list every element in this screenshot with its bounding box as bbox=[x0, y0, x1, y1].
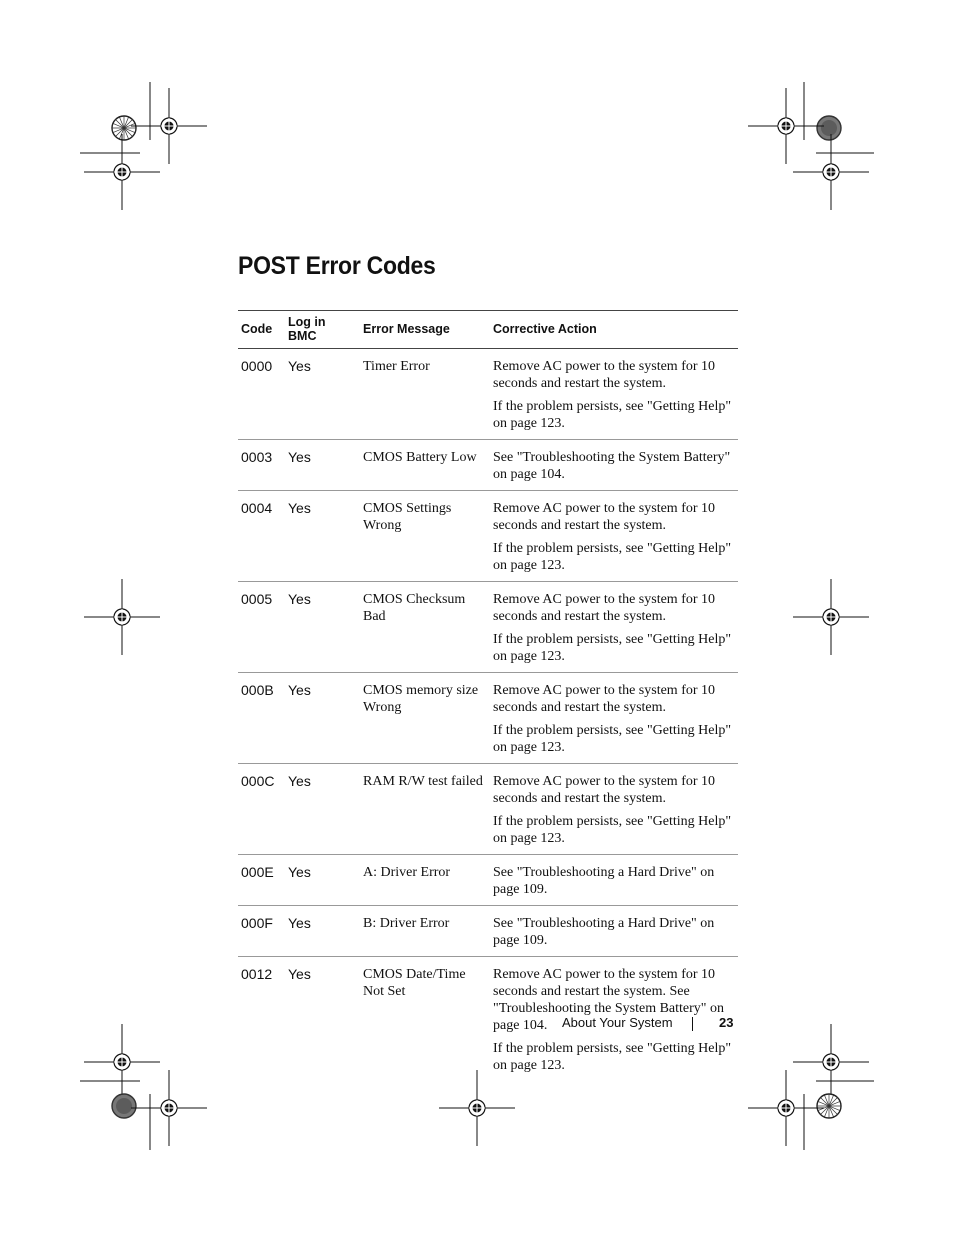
corrective-action-paragraph: See "Troubleshooting the System Battery" on page 104. bbox=[493, 450, 731, 482]
log-in-bmc-cell: Yes bbox=[285, 906, 360, 957]
corrective-action-paragraph: If the problem persists, see "Getting Help" on page 123. bbox=[493, 723, 732, 755]
log-in-bmc-cell: Yes bbox=[285, 855, 360, 906]
error-message-cell: A: Driver Error bbox=[360, 855, 490, 906]
corrective-action-paragraph: Remove AC power to the system for 10 seconds and restart the system. bbox=[493, 592, 716, 624]
corrective-action-cell bbox=[490, 349, 738, 440]
error-message-cell: CMOS Checksum Bad bbox=[360, 582, 490, 673]
corrective-action-cell bbox=[490, 440, 738, 491]
log-in-bmc-cell: Yes bbox=[285, 582, 360, 673]
header-log-in-bmc: Log in BMC bbox=[285, 311, 360, 349]
corrective-action-paragraph: Remove AC power to the system for 10 seconds and restart the system. bbox=[493, 683, 716, 715]
table-header-row bbox=[238, 311, 738, 349]
error-code-cell: 000F bbox=[238, 906, 285, 957]
table-row bbox=[238, 764, 738, 855]
log-in-bmc-cell: Yes bbox=[285, 673, 360, 764]
table-row bbox=[238, 440, 738, 491]
footer-section-title: About Your System bbox=[562, 1015, 673, 1030]
header-error-message: Error Message bbox=[360, 311, 490, 349]
footer-divider bbox=[692, 1017, 693, 1031]
error-code-cell: 0003 bbox=[238, 440, 285, 491]
error-message-cell: CMOS memory size Wrong bbox=[360, 673, 490, 764]
error-code-cell: 0004 bbox=[238, 491, 285, 582]
corrective-action-cell bbox=[490, 906, 738, 957]
corrective-action-paragraph: Remove AC power to the system for 10 seconds and restart the system. bbox=[493, 774, 716, 806]
log-in-bmc-cell: Yes bbox=[285, 764, 360, 855]
page-number: 23 bbox=[719, 1015, 734, 1030]
corrective-action-cell bbox=[490, 582, 738, 673]
table-row bbox=[238, 349, 738, 440]
error-message-cell: CMOS Settings Wrong bbox=[360, 491, 490, 582]
corrective-action-cell bbox=[490, 764, 738, 855]
corrective-action-paragraph: See "Troubleshooting a Hard Drive" on page 109. bbox=[493, 865, 715, 897]
corrective-action-paragraph: If the problem persists, see "Getting Help" on page 123. bbox=[493, 814, 732, 846]
corrective-action-paragraph: If the problem persists, see "Getting Help" on page 123. bbox=[493, 541, 732, 573]
error-code-cell: 0000 bbox=[238, 349, 285, 440]
error-message-cell: B: Driver Error bbox=[360, 906, 490, 957]
error-code-cell: 000E bbox=[238, 855, 285, 906]
corrective-action-paragraph: If the problem persists, see "Getting Help" on page 123. bbox=[493, 632, 732, 664]
error-message-cell: CMOS Battery Low bbox=[360, 440, 490, 491]
post-error-codes-table bbox=[238, 310, 738, 1081]
error-code-cell: 0012 bbox=[241, 966, 273, 982]
table-row bbox=[238, 673, 738, 764]
log-in-bmc-cell: Yes bbox=[285, 491, 360, 582]
corrective-action-paragraph: If the problem persists, see "Getting Help" on page 123. bbox=[493, 1041, 732, 1073]
log-in-bmc-cell: Yes bbox=[285, 349, 360, 440]
header-code: Code bbox=[238, 311, 285, 349]
log-in-bmc-cell: Yes bbox=[288, 966, 311, 982]
error-code-cell: 000B bbox=[238, 673, 285, 764]
corrective-action-paragraph: Remove AC power to the system for 10 seconds and restart the system. See "Troubleshooting the System Battery" on page 104. bbox=[493, 967, 725, 1033]
error-message-cell: RAM R/W test failed bbox=[360, 764, 490, 855]
page-title: POST Error Codes bbox=[238, 252, 436, 280]
corrective-action-paragraph: See "Troubleshooting a Hard Drive" on page 109. bbox=[493, 916, 715, 948]
corrective-action-cell bbox=[490, 673, 738, 764]
error-message-cell: Timer Error bbox=[360, 349, 490, 440]
table-row bbox=[238, 906, 738, 957]
error-code-cell: 0005 bbox=[238, 582, 285, 673]
header-corrective-action: Corrective Action bbox=[490, 311, 738, 349]
corrective-action-cell bbox=[490, 491, 738, 582]
corrective-action-paragraph: Remove AC power to the system for 10 seconds and restart the system. bbox=[493, 501, 716, 533]
corrective-action-paragraph: Remove AC power to the system for 10 seconds and restart the system. bbox=[493, 359, 716, 391]
log-in-bmc-cell: Yes bbox=[285, 440, 360, 491]
table-row bbox=[238, 855, 738, 906]
table-body bbox=[238, 349, 738, 1082]
corrective-action-cell bbox=[490, 855, 738, 906]
error-message-cell: CMOS Date/Time Not Set bbox=[363, 967, 466, 999]
corrective-action-paragraph: If the problem persists, see "Getting Help" on page 123. bbox=[493, 399, 732, 431]
error-code-cell: 000C bbox=[238, 764, 285, 855]
table-row bbox=[238, 491, 738, 582]
table-row bbox=[238, 582, 738, 673]
